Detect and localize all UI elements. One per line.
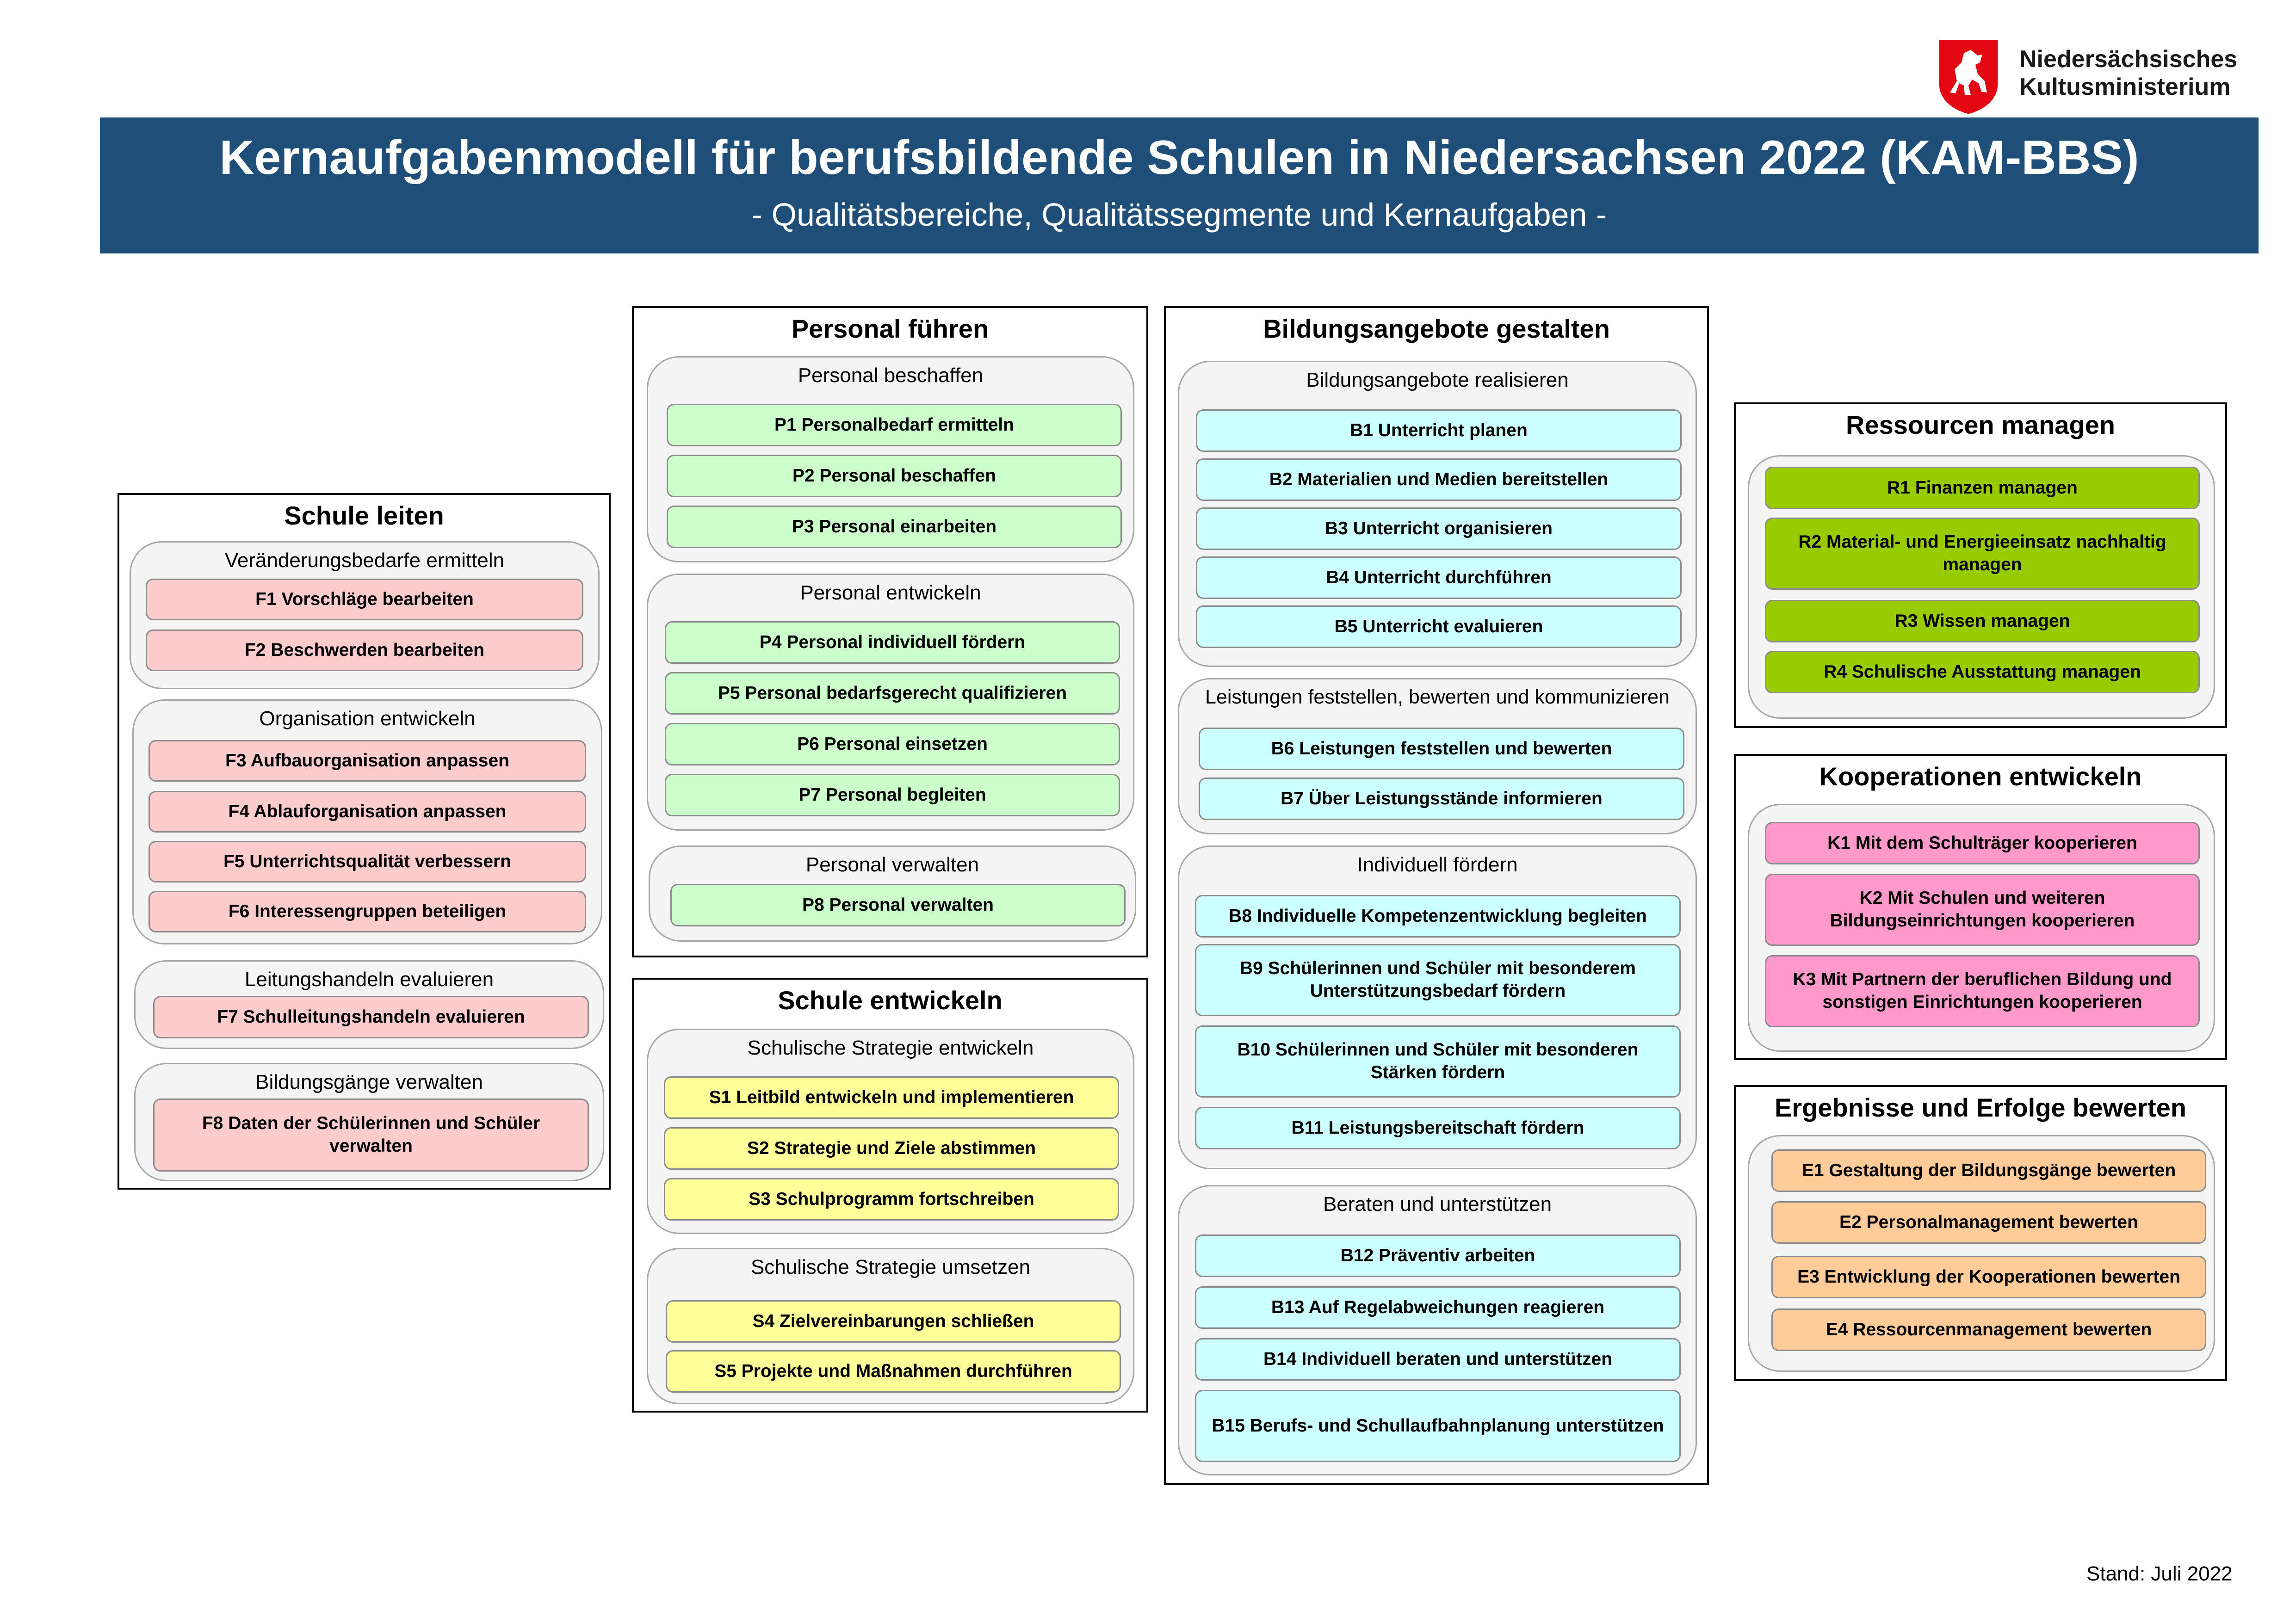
task-s4[interactable]: S4 Zielvereinbarungen schließen [666,1300,1121,1343]
task-f3[interactable]: F3 Aufbauorganisation anpassen [149,740,586,782]
task-e4[interactable]: E4 Ressourcenmanagement bewerten [1771,1308,2206,1351]
page-title: Kernaufgabenmodell für berufsbildende Schulen in Niedersachsen 2022 (KAM-BBS) [219,131,2139,185]
area-title: Schule leiten [284,501,444,530]
segment-personal-verwalten [649,845,1136,942]
task-k1[interactable]: K1 Mit dem Schulträger kooperieren [1765,822,2200,864]
segment-bildungsgaenge [134,1063,604,1181]
segment-title: Personal entwickeln [800,581,981,604]
task-b5[interactable]: B5 Unterricht evaluieren [1196,605,1682,648]
task-p1[interactable]: P1 Personalbedarf ermitteln [667,404,1122,446]
segment-veraenderungsbedarfe [130,541,600,689]
segment-individuell-foerdern [1178,845,1697,1169]
task-b3[interactable]: B3 Unterricht organisieren [1196,507,1682,550]
segment-title: Leistungen feststellen, bewerten und kommunizieren [1205,686,1670,708]
task-p2[interactable]: P2 Personal beschaffen [667,455,1122,497]
logo-text-line2: Kultusministerium [2019,74,2231,100]
task-r2[interactable]: R2 Material- und Energieeinsatz nachhaltig managen [1765,518,2200,590]
task-f1[interactable]: F1 Vorschläge bearbeiten [146,579,583,620]
task-s3[interactable]: S3 Schulprogramm fortschreiben [664,1178,1119,1221]
area-kooperationen [1734,754,2227,1060]
task-s1[interactable]: S1 Leitbild entwickeln und implementieren [664,1076,1119,1119]
segment-ressourcen [1748,455,2215,719]
lower-saxony-horse-icon [1936,37,2001,116]
segment-ergebnisse [1748,1135,2215,1372]
area-ergebnisse [1734,1085,2227,1381]
area-title: Kooperationen entwickeln [1819,762,2142,791]
task-f4[interactable]: F4 Ablauforganisation anpassen [149,791,586,833]
task-p3[interactable]: P3 Personal einarbeiten [667,506,1122,548]
task-b15[interactable]: B15 Berufs- und Schullaufbahnplanung unterstützen [1195,1390,1681,1462]
task-p4[interactable]: P4 Personal individuell fördern [665,621,1120,664]
area-personal-fuehren [632,306,1148,957]
task-p7[interactable]: P7 Personal begleiten [665,774,1120,816]
segment-title: Organisation entwickeln [259,707,476,730]
task-f8[interactable]: F8 Daten der Schülerinnen und Schüler verwalten [153,1098,589,1172]
page-subtitle: - Qualitätsbereiche, Qualitätssegmente und Kernaufgaben - [751,197,1607,233]
task-r3[interactable]: R3 Wissen managen [1765,600,2200,642]
logo-text-line1: Niedersächsisches [2019,46,2238,73]
segment-title: Bildungsangebote realisieren [1306,369,1569,391]
segment-title: Veränderungsbedarfe ermitteln [224,549,505,572]
task-p8[interactable]: P8 Personal verwalten [670,884,1126,926]
task-e2[interactable]: E2 Personalmanagement bewerten [1771,1201,2206,1244]
segment-leitungshandeln [134,960,604,1049]
task-f5[interactable]: F5 Unterrichtsqualität verbessern [149,841,586,882]
task-b4[interactable]: B4 Unterricht durchführen [1196,556,1682,599]
task-b8[interactable]: B8 Individuelle Kompetenzentwicklung begleiten [1195,895,1681,938]
task-b14[interactable]: B14 Individuell beraten und unterstützen [1195,1338,1681,1381]
task-b11[interactable]: B11 Leistungsbereitschaft fördern [1195,1107,1681,1149]
segment-beraten [1178,1185,1697,1475]
area-bildungsangebote [1164,306,1709,1485]
task-e1[interactable]: E1 Gestaltung der Bildungsgänge bewerten [1771,1149,2206,1192]
segment-kooperationen [1748,804,2215,1052]
segment-title: Leitungshandeln evaluieren [244,968,494,991]
area-title: Ergebnisse und Erfolge bewerten [1775,1093,2186,1122]
segment-personal-entwickeln [647,574,1134,831]
segment-title: Schulische Strategie umsetzen [750,1256,1031,1278]
task-b10[interactable]: B10 Schülerinnen und Schüler mit besonderen Stärken fördern [1195,1025,1681,1098]
segment-personal-beschaffen [647,356,1134,562]
task-b6[interactable]: B6 Leistungen feststellen und bewerten [1199,728,1684,770]
task-k2[interactable]: K2 Mit Schulen und weiteren Bildungseinrichtungen kooperieren [1765,874,2200,946]
task-r1[interactable]: R1 Finanzen managen [1765,467,2200,509]
task-e3[interactable]: E3 Entwicklung der Kooperationen bewerten [1771,1256,2206,1298]
task-b13[interactable]: B13 Auf Regelabweichungen reagieren [1195,1286,1681,1329]
segment-title: Bildungsgänge verwalten [255,1071,483,1093]
task-p6[interactable]: P6 Personal einsetzen [665,723,1120,765]
task-p5[interactable]: P5 Personal bedarfsgerecht qualifizieren [665,672,1120,715]
area-title: Ressourcen managen [1846,410,2115,439]
task-b2[interactable]: B2 Materialien und Medien bereitstellen [1196,458,1682,501]
task-r4[interactable]: R4 Schulische Ausstattung managen [1765,651,2200,693]
task-k3[interactable]: K3 Mit Partnern der beruflichen Bildung und sonstigen Einrichtungen kooperieren [1765,955,2200,1027]
task-f7[interactable]: F7 Schulleitungshandeln evaluieren [153,996,589,1038]
ministry-logo [1936,37,2260,116]
segment-strategie-entwickeln [647,1029,1134,1234]
task-s5[interactable]: S5 Projekte und Maßnahmen durchführen [666,1350,1121,1393]
task-b9[interactable]: B9 Schülerinnen und Schüler mit besonderem Unterstützungsbedarf fördern [1195,944,1681,1016]
date-stamp: Stand: Juli 2022 [2086,1562,2233,1585]
area-schule-leiten [118,493,611,1190]
segment-strategie-umsetzen [647,1248,1134,1404]
segment-title: Personal beschaffen [798,364,984,387]
title-banner [100,117,2259,253]
area-ressourcen [1734,402,2227,728]
segment-organisation [132,699,602,944]
area-schule-entwickeln [632,978,1148,1413]
task-f6[interactable]: F6 Interessengruppen beteiligen [149,891,586,932]
segment-title: Beraten und unterstützen [1323,1193,1552,1216]
segment-leistungen [1178,678,1697,834]
segment-title: Schulische Strategie entwickeln [747,1037,1034,1059]
task-b1[interactable]: B1 Unterricht planen [1196,409,1682,452]
area-title: Schule entwickeln [778,986,1003,1015]
segment-title: Individuell fördern [1357,853,1518,876]
task-b7[interactable]: B7 Über Leistungsstände informieren [1199,778,1684,820]
area-title: Personal führen [791,314,989,343]
task-s2[interactable]: S2 Strategie und Ziele abstimmen [664,1127,1119,1170]
area-title: Bildungsangebote gestalten [1263,314,1610,343]
segment-bildungsangebote-realisieren [1178,361,1697,667]
task-b12[interactable]: B12 Präventiv arbeiten [1195,1234,1681,1277]
segment-title: Personal verwalten [805,853,979,876]
task-f2[interactable]: F2 Beschwerden bearbeiten [146,629,583,671]
